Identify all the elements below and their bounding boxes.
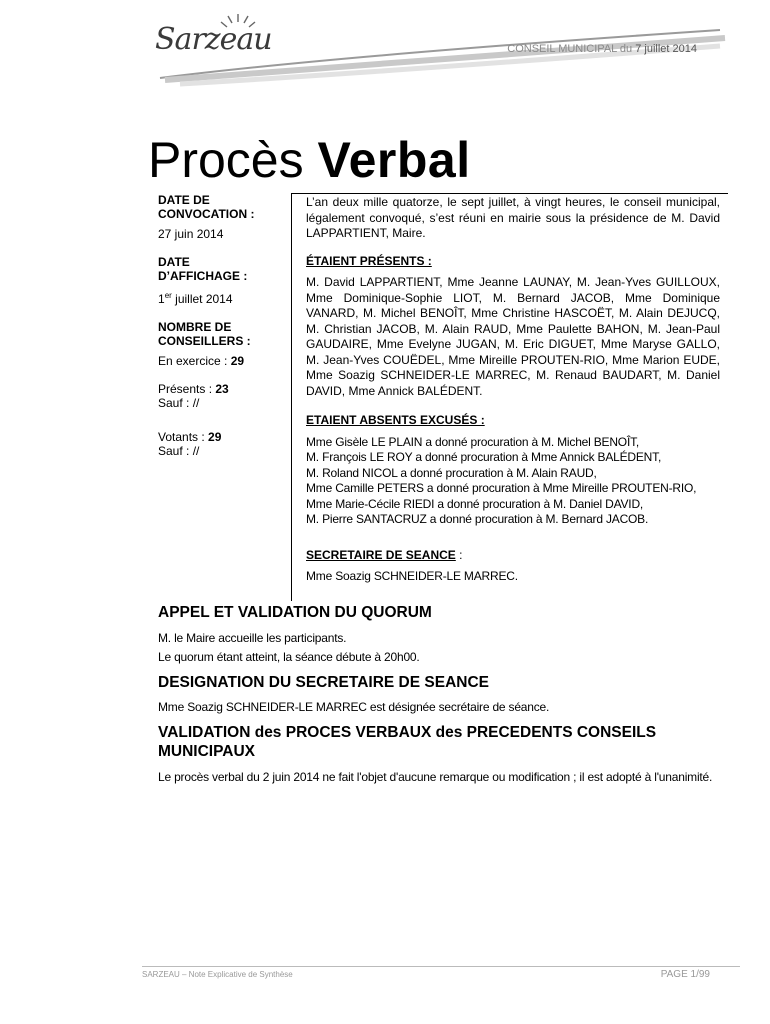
logo-wordmark: Sarzeau (155, 22, 272, 57)
presents-heading: ÉTAIENT PRÉSENTS : (306, 253, 432, 268)
presents-value: 23 (215, 382, 229, 396)
affichage-day: 1 (158, 292, 165, 306)
convocation-label-2: CONVOCATION : (158, 207, 255, 221)
section-validation-p1: Le procès verbal du 2 juin 2014 ne fait l'objet d'aucune remarque ou modification ; il est adopté à l'unanimité. (158, 770, 713, 784)
absent-item: Mme Marie-Cécile RIEDI a donné procuration à M. Daniel DAVID, (306, 496, 644, 511)
footer-rule (142, 966, 740, 967)
intro-paragraph: L’an deux mille quatorze, le sept juillet, à vingt heures, le conseil municipal, légalement convoqué, s’est réuni en mairie sous la présidence de M. David LAPPARTIENT, Maire. (306, 195, 720, 240)
secretaire-colon: : (455, 547, 463, 562)
page-title (148, 132, 471, 188)
section-validation-heading-1: VALIDATION des PROCES VERBAUX des PRECEDENTS CONSEILS (158, 724, 657, 741)
absents-list (306, 435, 720, 528)
presents-sauf: Sauf : // (158, 396, 200, 410)
absents-heading: ETAIENT ABSENTS EXCUSÉS : (306, 413, 485, 427)
absent-item: M. Pierre SANTACRUZ a donné procuration à M. Bernard JACOB. (306, 512, 649, 526)
presents-count (158, 382, 283, 396)
section-secretaire-p1: Mme Soazig SCHNEIDER-LE MARREC est désignée secrétaire de séance. (158, 700, 550, 714)
votants-count (158, 430, 283, 444)
affichage-rest: juillet 2014 (171, 292, 233, 306)
section-validation-heading-2: MUNICIPAUX (158, 743, 256, 760)
title-word-verbal: Verbal (317, 132, 471, 188)
section-quorum-heading: APPEL ET VALIDATION DU QUORUM (158, 604, 432, 621)
presents-list: M. David LAPPARTIENT, Mme Jeanne LAUNAY, M. Jean-Yves GUILLOUX, Mme Dominique-Sophie LIOT, M. Bernard JACOB, Mme Dominique VANARD, M. Michel BENOÎT, Mme Christine HASCOËT, M. Alain DEJUCQ, M. Christian JACOB, M. Alain RAUD, Mme Paulette BAHON, M. Jean-Paul GAUDAIRE, Mme Evelyne JUGAN, M. Eric DIGUET, Mme Maryse GALLO, M. Jean-Yves COUËDEL, Mme Mireille PROUTEN-RIO, Mme Marion EUDE, Mme Soazig SCHNEIDER-LE MARREC, M. Renaud BAUDART, M. Daniel DAVID, Mme Annick BALÉDENT. (306, 275, 720, 398)
section-quorum-p2: Le quorum étant atteint, la séance débute à 20h00. (158, 650, 420, 664)
header-title (507, 43, 697, 55)
votants-label: Votants : (158, 430, 209, 444)
exercice-label: En exercice : (158, 354, 231, 368)
absent-item: Mme Gisèle LE PLAIN a donné procuration à M. Michel BENOÎT, (306, 434, 640, 449)
footer-left-text: SARZEAU – Note Explicative de Synthèse (142, 970, 293, 979)
votants-value: 29 (208, 430, 222, 444)
convocation-date: 27 juin 2014 (158, 227, 224, 241)
conseillers-label-1: NOMBRE DE (158, 320, 232, 334)
header-title-date: 7 juillet 2014 (635, 43, 697, 55)
presents-label: Présents : (158, 382, 216, 396)
affichage-date (158, 289, 283, 306)
attendance-column (306, 195, 720, 585)
affichage-label-2: D’AFFICHAGE : (158, 269, 248, 283)
section-quorum-p1: M. le Maire accueille les participants. (158, 631, 347, 645)
top-rule (291, 193, 728, 194)
page-number: PAGE 1/99 (660, 969, 710, 980)
conseillers-label-2: CONSEILLERS : (158, 334, 251, 348)
title-word-proces: Procès (148, 132, 304, 188)
affichage-label-1: DATE (158, 255, 190, 269)
absent-item: Mme Camille PETERS a donné procuration à Mme Mireille PROUTEN-RIO, (306, 481, 697, 495)
votants-sauf: Sauf : // (158, 444, 200, 458)
meeting-info-column (158, 193, 283, 458)
exercice-count (158, 354, 283, 368)
secretaire-heading-line (306, 548, 720, 564)
absent-item: M. Roland NICOL a donné procuration à M. Alain RAUD, (306, 465, 597, 480)
section-secretaire-heading: DESIGNATION DU SECRETAIRE DE SEANCE (158, 674, 489, 691)
convocation-label-1: DATE DE (158, 193, 210, 207)
affichage-day-sup: er (164, 291, 172, 300)
column-divider (291, 193, 292, 601)
absent-item: M. François LE ROY a donné procuration à Mme Annick BALÉDENT, (306, 450, 662, 464)
header-title-prefix: CONSEIL MUNICIPAL du (507, 43, 633, 55)
exercice-value: 29 (230, 354, 245, 368)
secretaire-heading: SECRETAIRE DE SEANCE (306, 547, 456, 562)
secretaire-name: Mme Soazig SCHNEIDER-LE MARREC. (306, 569, 518, 583)
